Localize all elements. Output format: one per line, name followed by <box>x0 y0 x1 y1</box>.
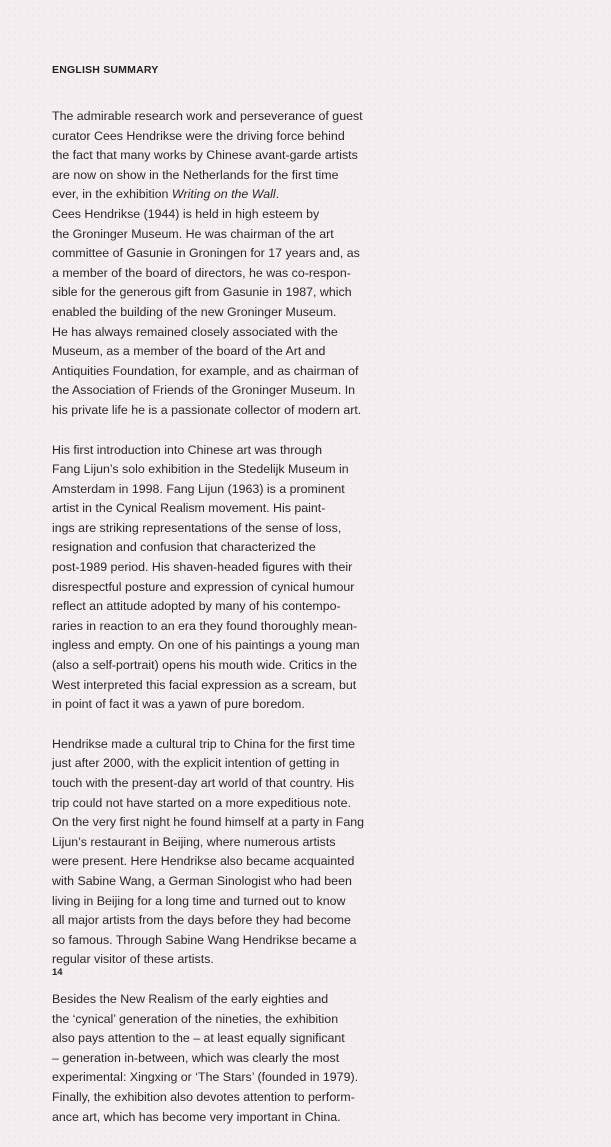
text-line: committee of Gasunie in Groningen for 17 years and, as <box>52 246 360 261</box>
text-line: so famous. Through Sabine Wang Hendrikse became a <box>52 932 357 947</box>
text-line: – generation in-between, which was clearly the most <box>52 1050 340 1065</box>
text-line: West interpreted this facial expression as a scream, but <box>52 677 357 692</box>
text-line: with Sabine Wang, a German Sinologist who had been <box>52 873 352 888</box>
text-line: Finally, the exhibition also devotes attention to perform- <box>52 1089 355 1104</box>
text-line: his private life he is a passionate collector of modern art. <box>52 402 362 417</box>
text-line: Besides the New Realism of the early eighties and <box>52 991 329 1006</box>
text-line: the fact that many works by Chinese avant-garde artists <box>52 148 358 163</box>
text-line: curator Cees Hendrikse were the driving force behind <box>52 128 345 143</box>
text-line: just after 2000, with the explicit intention of getting in <box>52 756 340 771</box>
text-line: the ‘cynical’ generation of the nineties, the exhibition <box>52 1011 339 1026</box>
text-line: sible for the generous gift from Gasunie in 1987, which <box>52 285 352 300</box>
text-line: Antiquities Foundation, for example, and as chairman of <box>52 363 359 378</box>
text-line: The admirable research work and perseverance of guest <box>52 109 363 123</box>
text-line: Cees Hendrikse (1944) is held in high esteem by <box>52 206 320 221</box>
text-line: the Groninger Museum. He was chairman of the art <box>52 226 334 241</box>
text-line: enabled the building of the new Groninger Museum. <box>52 304 337 319</box>
text-line: artist in the Cynical Realism movement. His paint- <box>52 501 326 516</box>
text-line: reflect an attitude adopted by many of his contempo- <box>52 599 341 614</box>
text-line: Fang Lijun’s solo exhibition in the Stedelijk Museum in <box>52 462 349 477</box>
text-line: Amsterdam in 1998. Fang Lijun (1963) is a prominent <box>52 481 345 496</box>
text-fragment: . <box>275 187 280 202</box>
text-line: experimental: Xingxing or ‘The Stars’ (founded in 1979). <box>52 1070 359 1085</box>
text-line: Lijun’s restaurant in Beijing, where numerous artists <box>52 834 336 849</box>
summary-body <box>52 107 364 1147</box>
text-line: were present. Here Hendrikse also became acquainted <box>52 854 355 869</box>
paragraph-1 <box>52 107 364 421</box>
text-line <box>52 185 364 205</box>
paragraph-2 <box>52 441 364 715</box>
text-line: (also a self-portrait) opens his mouth wide. Critics in the <box>52 658 358 673</box>
text-fragment: ever, in the exhibition <box>52 187 172 202</box>
text-line: all major artists from the days before they had become <box>52 913 351 928</box>
text-line: also pays attention to the – at least equally significant <box>52 1031 345 1046</box>
text-line: Hendrikse made a cultural trip to China for the first time <box>52 736 356 751</box>
text-line: trip could not have started on a more expeditious note. <box>52 795 351 810</box>
paragraph-3 <box>52 735 364 970</box>
text-line: ance art, which has become very important in China. <box>52 1109 341 1124</box>
text-line: post-1989 period. His shaven-headed figures with their <box>52 560 353 575</box>
page-number: 14 <box>52 967 63 978</box>
text-line: touch with the present-day art world of that country. His <box>52 776 355 790</box>
text-line: the Association of Friends of the Groninger Museum. In <box>52 383 356 398</box>
text-line: Museum, as a member of the board of the Art and <box>52 344 326 359</box>
text-line: disrespectful posture and expression of cynical humour <box>52 579 355 594</box>
text-line: His first introduction into Chinese art was through <box>52 442 322 457</box>
text-line: ingless and empty. On one of his paintings a young man <box>52 638 360 653</box>
text-line: a member of the board of directors, he was co-respon- <box>52 265 351 280</box>
text-line: raries in reaction to an era they found thoroughly mean- <box>52 618 358 633</box>
text-line: ings are striking representations of the sense of loss, <box>52 520 342 535</box>
text-line: regular visitor of these artists. <box>52 952 214 967</box>
text-line: resignation and confusion that characterized the <box>52 540 316 555</box>
paragraph-4 <box>52 990 364 1127</box>
text-line: in point of fact it was a yawn of pure boredom. <box>52 697 305 712</box>
text-line: On the very first night he found himself at a party in Fang <box>52 815 364 830</box>
text-line: He has always remained closely associated with the <box>52 324 338 339</box>
section-heading: ENGLISH SUMMARY <box>52 64 159 76</box>
text-line: living in Beijing for a long time and turned out to know <box>52 893 346 908</box>
exhibition-title: Writing on the Wall <box>171 187 276 202</box>
text-line: are now on show in the Netherlands for the first time <box>52 167 339 182</box>
